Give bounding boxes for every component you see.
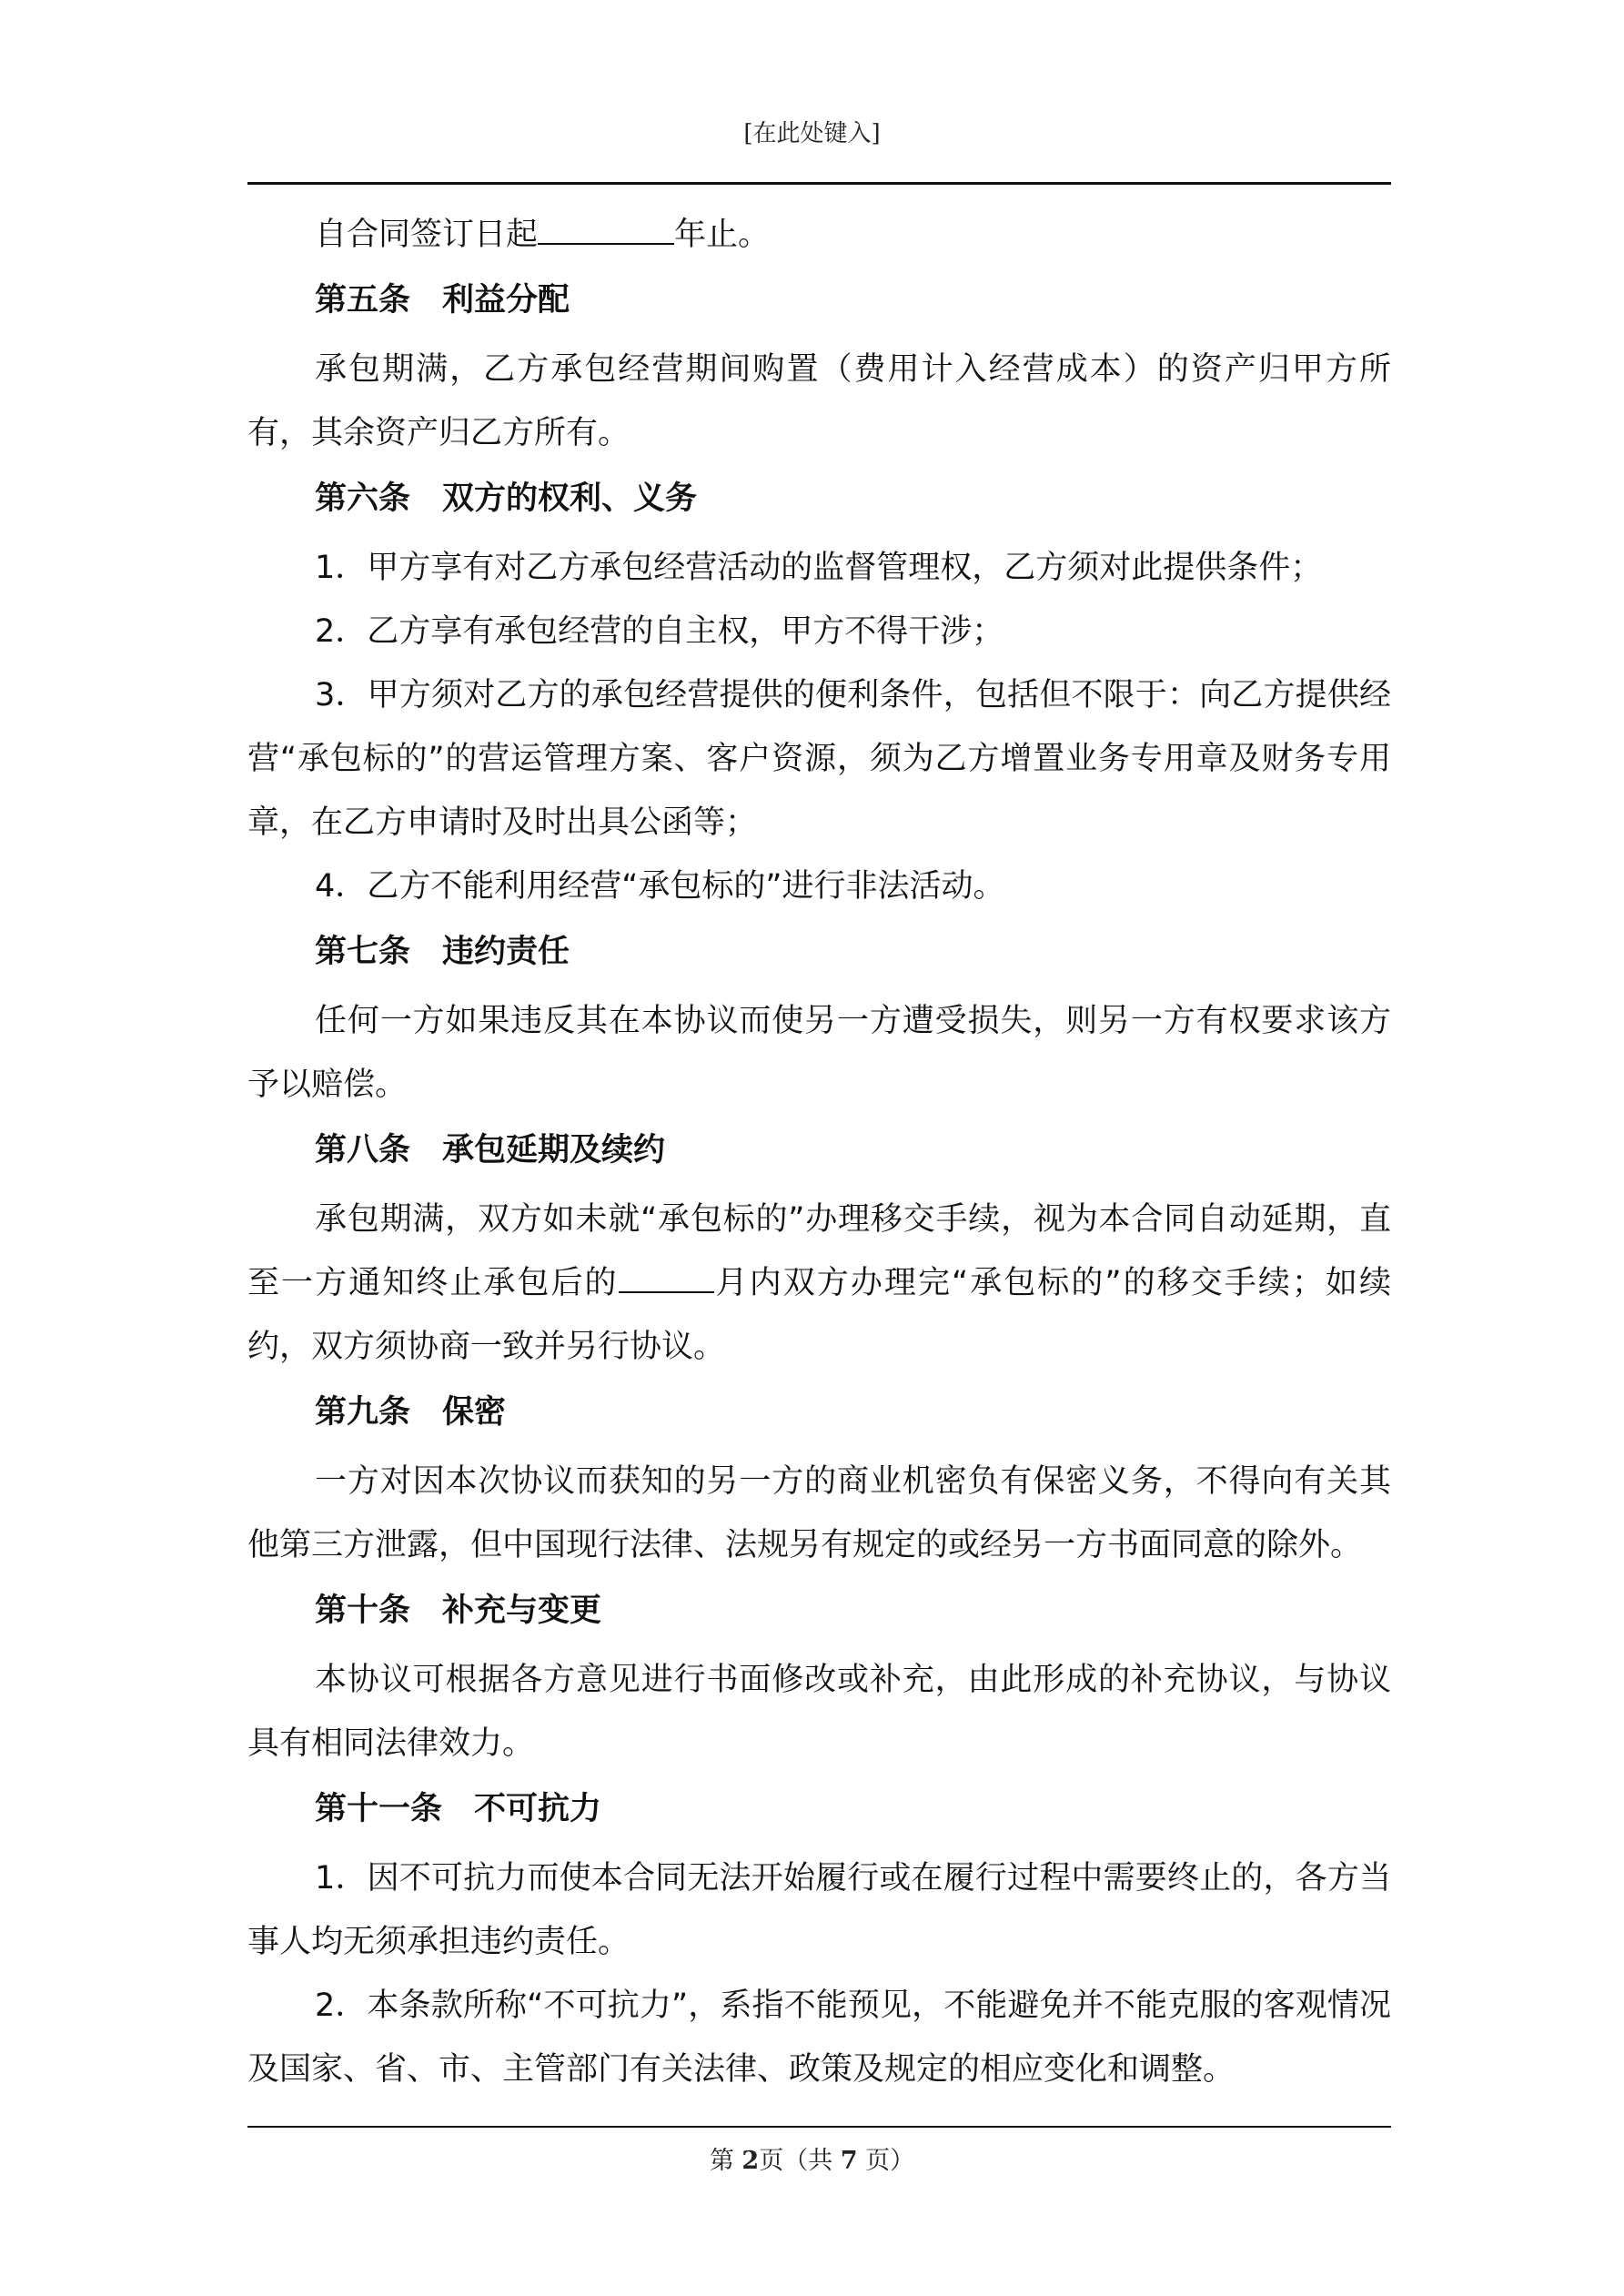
total-pages-number: 7 <box>840 2147 858 2175</box>
article-6-item-3: 3．甲方须对乙方的承包经营提供的便利条件，包括但不限于：向乙方提供经营“承包标的”的营运管理方案、客户资源，须为乙方增置业务专用章及财务专用章，在乙方申请时及时出具公函等； <box>247 677 1391 841</box>
term-clause <box>247 203 1391 267</box>
article-10-title: 第十条 补充与变更 <box>315 1593 602 1629</box>
footer-middle: 页（共 <box>759 2147 841 2175</box>
article-6-item-4: 4．乙方不能利用经营“承包标的”进行非法活动。 <box>315 868 1005 905</box>
article-6-item-1: 1．甲方享有对乙方承包经营活动的监督管理权，乙方须对此提供条件； <box>315 550 1323 586</box>
article-6-title: 第六条 双方的权利、义务 <box>315 480 698 517</box>
article-8-text-before: 承包期满，双方如未就“承包标的”办理移交手续，视为本合同自动延期，直至一方通知终止承包后的 <box>247 1201 1391 1301</box>
page-footer <box>0 2140 1624 2176</box>
months-blank <box>619 1258 714 1293</box>
term-years-blank <box>538 209 674 245</box>
header-divider <box>247 182 1391 185</box>
article-5-text: 承包期满，乙方承包经营期间购置（费用计入经营成本）的资产归甲方所有，其余资产归乙方所有。 <box>247 351 1391 451</box>
article-5-title: 第五条 利益分配 <box>315 282 570 319</box>
article-9-text: 一方对因本次协议而获知的另一方的商业机密负有保密义务，不得向有关其他第三方泄露，但中国现行法律、法规另有规定的或经另一方书面同意的除外。 <box>247 1463 1391 1563</box>
article-10-text: 本协议可根据各方意见进行书面修改或补充，由此形成的补充协议，与协议具有相同法律效力。 <box>247 1662 1391 1762</box>
article-8-text-after: 月内双方办理完“承包标的”的移交手续；如续约，双方须协商一致并另行协议。 <box>247 1265 1391 1365</box>
footer-divider <box>247 2126 1391 2128</box>
term-text-after: 年止。 <box>674 217 771 253</box>
footer-suffix: 页） <box>857 2147 915 2175</box>
article-8-title: 第八条 承包延期及续约 <box>315 1132 666 1168</box>
current-page-number: 2 <box>741 2147 760 2175</box>
article-6-item-2: 2．乙方享有承包经营的自主权，甲方不得干涉； <box>315 613 1004 650</box>
article-11-item-2: 2．本条款所称“不可抗力”，系指不能预见，不能避免并不能克服的客观情况及国家、省、市、主管部门有关法律、政策及规定的相应变化和调整。 <box>247 1988 1391 2088</box>
article-7-text: 任何一方如果违反其在本协议而使另一方遭受损失，则另一方有权要求该方予以赔偿。 <box>247 1003 1391 1103</box>
article-7-title: 第七条 违约责任 <box>315 934 570 970</box>
article-11-item-1: 1．因不可抗力而使本合同无法开始履行或在履行过程中需要终止的，各方当事人均无须承担违约责任。 <box>247 1860 1391 1960</box>
article-8-text <box>247 1188 1391 1379</box>
article-9-title: 第九条 保密 <box>315 1394 507 1431</box>
term-text-before: 自合同签订日起 <box>315 217 539 253</box>
document-body <box>247 203 1391 2101</box>
footer-prefix: 第 <box>709 2147 742 2175</box>
page-header: [在此处键入] <box>743 120 881 147</box>
article-11-title: 第十一条 不可抗力 <box>315 1791 602 1827</box>
